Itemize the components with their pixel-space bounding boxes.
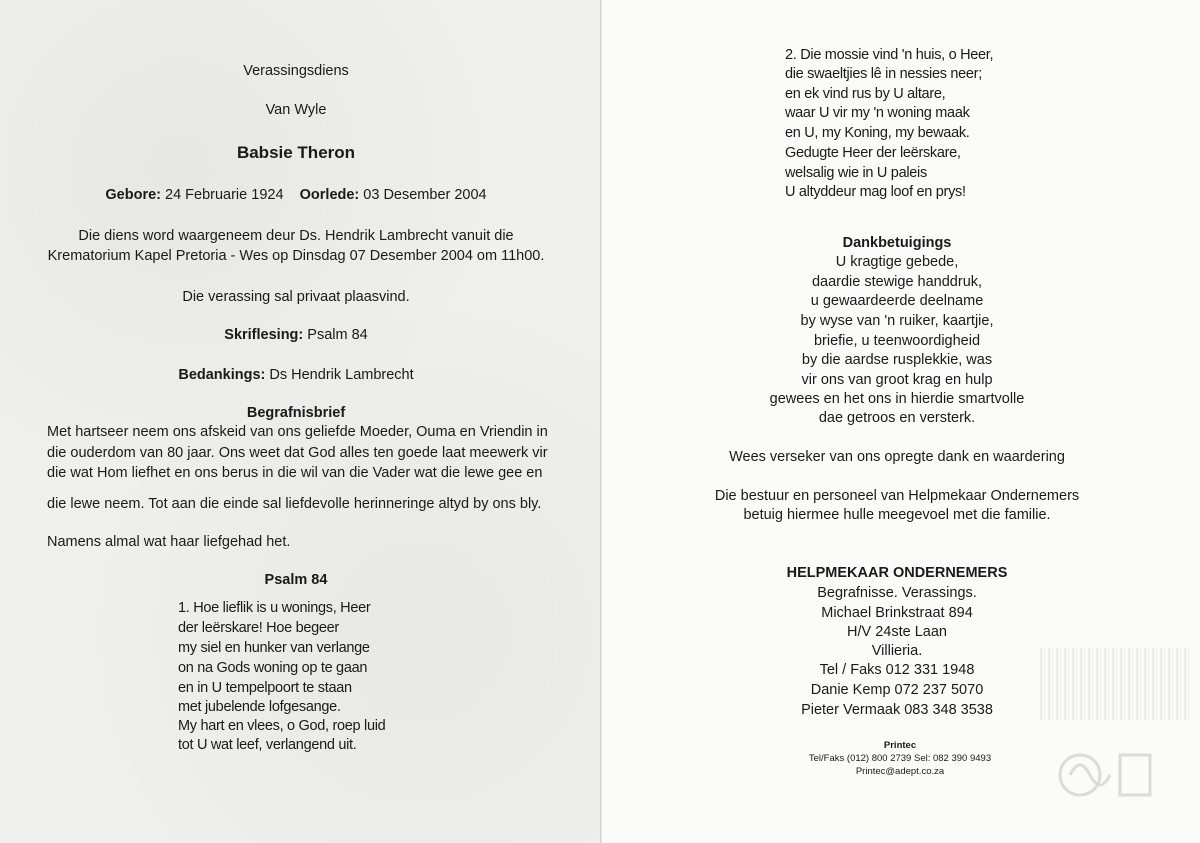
company-line: H/V 24ste Laan <box>847 624 947 640</box>
service-line-2: Krematorium Kapel Pretoria - Wes op Dinsdag 07 Desember 2004 om 11h00. <box>47 248 545 264</box>
sympathy-line-2: betuig hiermee hulle meegevoel met die familie. <box>743 507 1051 523</box>
psalm-line: on na Gods woning op te gaan <box>178 660 368 676</box>
psalm-line: tot U wat leef, verlangend uit. <box>178 737 357 753</box>
sympathy-line-1: Die bestuur en personeel van Helpmekaar Ondernemers <box>714 488 1080 504</box>
died-label: Oorlede: <box>299 187 360 203</box>
letter-line: Met hartseer neem ons afskeid van ons geliefde Moeder, Ouma en Vriendin in <box>47 424 548 440</box>
deceased-name: Babsie Theron <box>236 143 356 162</box>
company-contact: Pieter Vermaak 083 348 3538 <box>801 702 993 718</box>
letter-line: die ouderdom van 80 jaar. Ons weet dat God alles ten goede laat meewerk vir <box>47 445 548 461</box>
reading-value: Psalm 84 <box>307 327 368 343</box>
thanks-text-line: daardie stewige handdruk, <box>811 274 983 290</box>
printer-phone: Tel/Faks (012) 800 2739 Sel: 082 390 9493 <box>808 753 992 764</box>
private-note: Die verassing sal privaat plaasvind. <box>182 289 410 305</box>
died-value: 03 Desember 2004 <box>363 187 487 203</box>
psalm-line: 1. Hoe lieflik is u wonings, Heer <box>178 600 371 616</box>
thanks-text-line: U kragtige gebede, <box>835 254 959 270</box>
thanks-title: Dankbetuigings <box>842 235 952 251</box>
born-label: Gebore: <box>105 187 161 203</box>
psalm-line: welsalig wie in U paleis <box>785 165 927 181</box>
psalm-line: en U, my Koning, my bewaak. <box>785 125 970 141</box>
psalm-line: waar U vir my 'n woning maak <box>785 105 970 121</box>
letter-title: Begrafnisbrief <box>246 405 346 421</box>
company-line: Begrafnisse. Verassings. <box>817 585 977 601</box>
letter-line: die lewe neem. Tot aan die einde sal liefdevolle herinneringe altyd by ons bly. <box>47 496 542 512</box>
psalm-line: My hart en vlees, o God, roep luid <box>178 718 386 734</box>
dates-line <box>105 185 486 205</box>
psalm-line: en ek vind rus by U altare, <box>785 86 946 102</box>
thanks-text-line: by die aardse rusplekkie, was <box>801 352 993 368</box>
assurance-line: Wees verseker van ons opregte dank en waardering <box>729 449 1065 465</box>
psalm-line: met jubelende lofgesange. <box>178 699 341 715</box>
thanks-text-line: vir ons van groot krag en hulp <box>801 372 993 388</box>
psalm-line: my siel en hunker van verlange <box>178 640 370 656</box>
born-value: 24 Februarie 1924 <box>165 187 284 203</box>
reading-line <box>224 325 367 345</box>
thanks-text-line: gewees en het ons in hierdie smartvolle <box>769 391 1025 407</box>
psalm-title: Psalm 84 <box>264 572 328 588</box>
service-header: Verassingsdiens <box>243 63 349 79</box>
thanks-text-line: briefie, u teenwoordigheid <box>813 333 981 349</box>
psalm-line: Gedugte Heer der leërskare, <box>785 145 961 161</box>
thanks-label: Bedankings: <box>178 367 266 383</box>
psalm-line: en in U tempelpoort te staan <box>178 680 352 696</box>
company-line: Villieria. <box>871 643 923 659</box>
psalm-line: 2. Die mossie vind 'n huis, o Heer, <box>785 47 994 63</box>
service-line-1: Die diens word waargeneem deur Ds. Hendrik Lambrecht vanuit die <box>78 228 514 244</box>
printer-email: Printec@adept.co.za <box>855 766 945 777</box>
printer-name: Printec <box>883 740 917 751</box>
thanks-text-line: dae getroos en versterk. <box>818 410 976 426</box>
faded-logo-icon <box>1050 745 1160 815</box>
reading-label: Skriflesing: <box>224 327 304 343</box>
letter-line: die wat Hom liefhet en ons berus in die wil van die Vader wat die lewe gee en <box>47 465 543 481</box>
company-contact: Danie Kemp 072 237 5070 <box>810 682 984 698</box>
thanks-value: Ds Hendrik Lambrecht <box>269 367 414 383</box>
company-phone: Tel / Faks 012 331 1948 <box>819 662 975 678</box>
psalm-line: die swaeltjies lê in nessies neer; <box>785 66 982 82</box>
thanks-line <box>178 365 413 385</box>
psalm-line: der leërskare! Hoe begeer <box>178 620 339 636</box>
company-line: Michael Brinkstraat 894 <box>821 605 973 621</box>
page-fold <box>600 0 602 843</box>
faded-barcode <box>1040 648 1190 720</box>
psalm-line: U altyddeur mag loof en prys! <box>785 184 966 200</box>
company-name: HELPMEKAAR ONDERNEMERS <box>786 565 1008 581</box>
van-wyle: Van Wyle <box>265 102 327 118</box>
closing-line: Namens almal wat haar liefgehad het. <box>47 534 291 550</box>
thanks-text-line: by wyse van 'n ruiker, kaartjie, <box>800 313 994 329</box>
thanks-text-line: u gewaardeerde deelname <box>810 293 984 309</box>
